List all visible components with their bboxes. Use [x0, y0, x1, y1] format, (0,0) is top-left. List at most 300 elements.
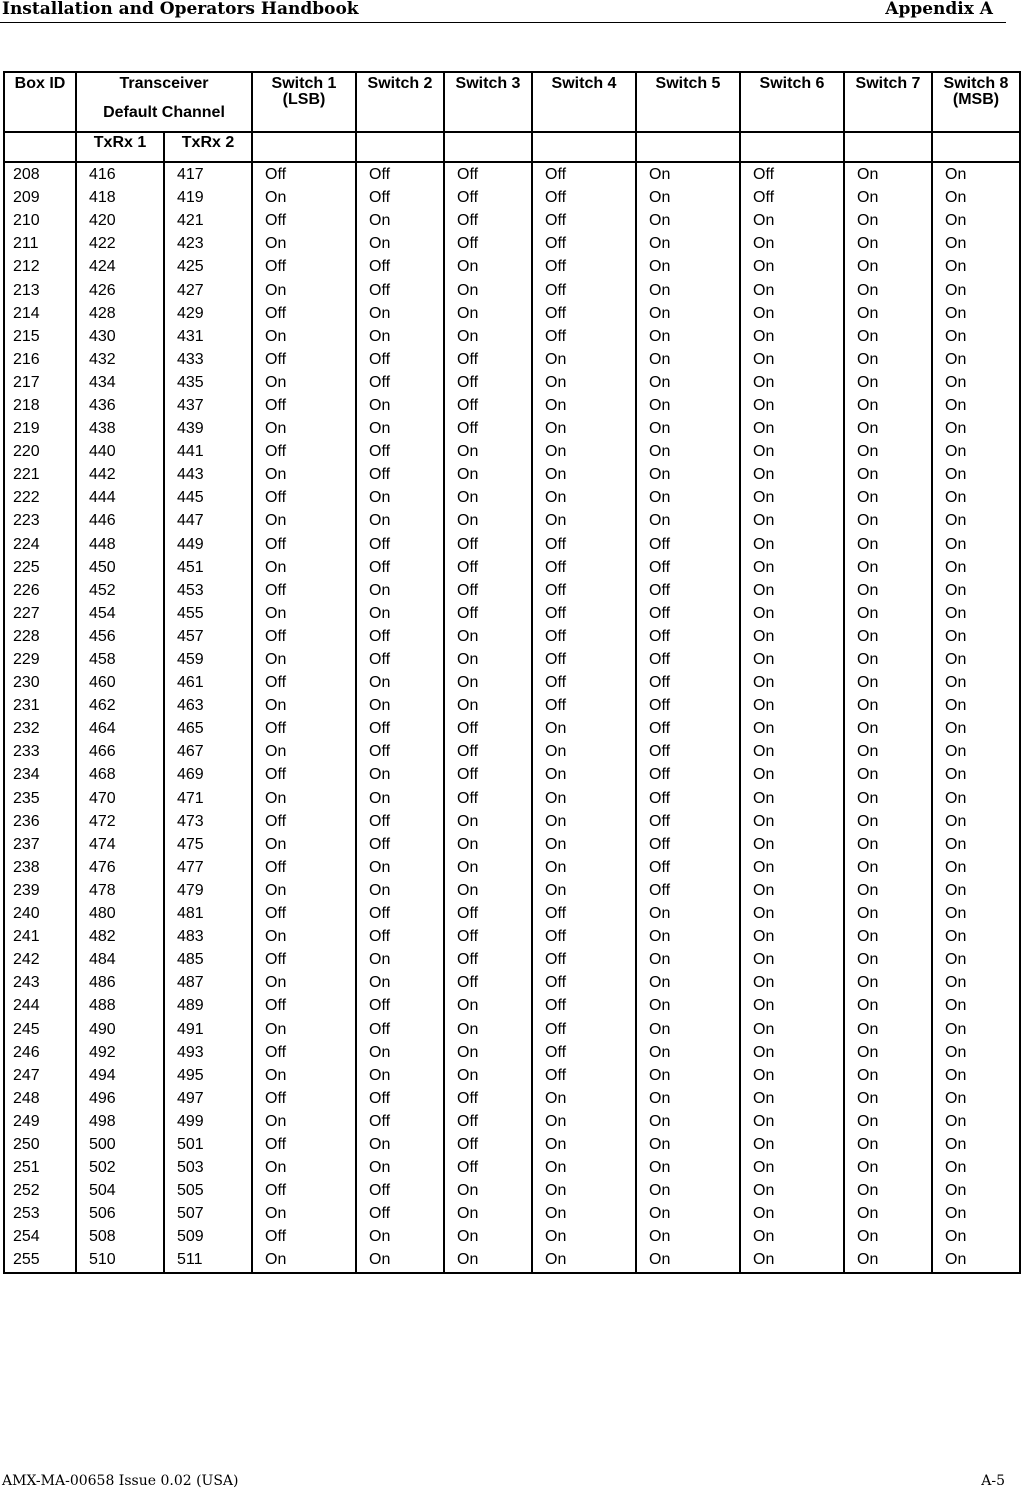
table-row — [4, 717, 1020, 740]
switch-3-cell: Off — [444, 232, 532, 255]
txrx1-cell: 482 — [76, 925, 164, 948]
switch-8-cell: On — [932, 1248, 1020, 1272]
switch-7-cell: On — [844, 1064, 932, 1087]
switch-6-cell: On — [740, 602, 844, 625]
switch-2-cell: On — [356, 394, 444, 417]
txrx1-cell: 444 — [76, 486, 164, 509]
switch-5-cell: On — [636, 486, 740, 509]
col-header-box-id: Box ID — [4, 72, 76, 132]
col-subheader-empty — [252, 132, 356, 162]
txrx2-cell: 501 — [164, 1133, 252, 1156]
switch-8-cell: On — [932, 787, 1020, 810]
switch-3-cell: On — [444, 671, 532, 694]
txrx2-cell: 427 — [164, 278, 252, 301]
switch-1-cell: On — [252, 694, 356, 717]
switch-1-cell: Off — [252, 162, 356, 186]
switch-8-cell: On — [932, 763, 1020, 786]
switch-5-cell: Off — [636, 879, 740, 902]
switch-5-cell: On — [636, 1064, 740, 1087]
switch-2-cell: Off — [356, 463, 444, 486]
switch-2-cell: Off — [356, 1110, 444, 1133]
switch-1-cell: On — [252, 417, 356, 440]
switch-2-cell: On — [356, 1225, 444, 1248]
txrx1-cell: 420 — [76, 209, 164, 232]
switch-5-cell: On — [636, 278, 740, 301]
switch-7-cell: On — [844, 463, 932, 486]
txrx1-cell: 510 — [76, 1248, 164, 1272]
switch-6-cell: On — [740, 740, 844, 763]
switch-2-cell: Off — [356, 348, 444, 371]
switch-5-cell: On — [636, 325, 740, 348]
table-row — [4, 1202, 1020, 1225]
switch-3-cell: On — [444, 1017, 532, 1040]
switch-5-cell: On — [636, 162, 740, 186]
box-id-cell: 225 — [4, 556, 76, 579]
switch-8-cell: On — [932, 440, 1020, 463]
switch-5-cell: On — [636, 994, 740, 1017]
switch-6-cell: On — [740, 902, 844, 925]
header-row-primary — [4, 72, 1020, 132]
switch-8-cell: On — [932, 302, 1020, 325]
txrx2-cell: 485 — [164, 948, 252, 971]
switch-5-cell: On — [636, 255, 740, 278]
switch-7-cell: On — [844, 694, 932, 717]
table-row — [4, 994, 1020, 1017]
switch-1-cell: On — [252, 1017, 356, 1040]
switch-1-cell: Off — [252, 763, 356, 786]
table-row — [4, 648, 1020, 671]
switch-8-cell: On — [932, 1041, 1020, 1064]
switch-8-cell: On — [932, 1202, 1020, 1225]
switch-8-cell: On — [932, 162, 1020, 186]
table-row — [4, 232, 1020, 255]
switch-5-cell: On — [636, 417, 740, 440]
txrx1-cell: 452 — [76, 579, 164, 602]
txrx1-cell: 448 — [76, 533, 164, 556]
txrx1-cell: 426 — [76, 278, 164, 301]
switch-8-cell: On — [932, 417, 1020, 440]
header-rule — [0, 22, 1006, 23]
switch-2-cell: Off — [356, 533, 444, 556]
switch-6-cell: On — [740, 1064, 844, 1087]
running-header-section: Appendix A — [885, 0, 993, 19]
switch-5-cell: Off — [636, 579, 740, 602]
switch-5-cell: Off — [636, 625, 740, 648]
switch-4-cell: Off — [532, 232, 636, 255]
switch-8-cell: On — [932, 1017, 1020, 1040]
box-id-cell: 224 — [4, 533, 76, 556]
switch-2-cell: On — [356, 486, 444, 509]
switch-5-cell: Off — [636, 856, 740, 879]
txrx2-cell: 507 — [164, 1202, 252, 1225]
txrx1-cell: 436 — [76, 394, 164, 417]
switch-6-cell: On — [740, 486, 844, 509]
switch-5-cell: Off — [636, 740, 740, 763]
txrx1-cell: 440 — [76, 440, 164, 463]
txrx1-cell: 502 — [76, 1156, 164, 1179]
switch-4-cell: On — [532, 763, 636, 786]
switch-2-cell: Off — [356, 648, 444, 671]
switch-2-cell: On — [356, 1156, 444, 1179]
switch-2-cell: Off — [356, 1017, 444, 1040]
box-id-cell: 229 — [4, 648, 76, 671]
switch-3-cell: On — [444, 325, 532, 348]
switch-2-cell: On — [356, 325, 444, 348]
switch-1-cell: Off — [252, 1179, 356, 1202]
box-id-cell: 237 — [4, 833, 76, 856]
txrx2-cell: 423 — [164, 232, 252, 255]
box-id-cell: 228 — [4, 625, 76, 648]
txrx1-cell: 430 — [76, 325, 164, 348]
switch-7-cell: On — [844, 856, 932, 879]
switch-8-cell: On — [932, 1156, 1020, 1179]
switch-4-cell: On — [532, 463, 636, 486]
box-id-cell: 236 — [4, 810, 76, 833]
switch-3-cell: Off — [444, 1087, 532, 1110]
box-id-cell: 232 — [4, 717, 76, 740]
switch-6-cell: On — [740, 787, 844, 810]
switch-6-cell: On — [740, 255, 844, 278]
switch-6-cell: On — [740, 371, 844, 394]
switch-7-cell: On — [844, 1179, 932, 1202]
table-row — [4, 1179, 1020, 1202]
switch-4-cell: Off — [532, 948, 636, 971]
switch-5-cell: On — [636, 463, 740, 486]
col-header-switch-4: Switch 4 — [532, 72, 636, 132]
switch-1-cell: On — [252, 925, 356, 948]
switch-4-cell: Off — [532, 1064, 636, 1087]
switch-7-cell: On — [844, 1133, 932, 1156]
switch-3-cell: On — [444, 486, 532, 509]
switch-7-cell: On — [844, 1041, 932, 1064]
switch-3-cell: Off — [444, 186, 532, 209]
txrx2-cell: 417 — [164, 162, 252, 186]
switch-2-cell: Off — [356, 717, 444, 740]
txrx2-cell: 497 — [164, 1087, 252, 1110]
col-header-switch-1 — [252, 72, 356, 132]
table-row — [4, 740, 1020, 763]
txrx1-cell: 424 — [76, 255, 164, 278]
switch-3-cell: Off — [444, 348, 532, 371]
switch-7-cell: On — [844, 556, 932, 579]
switch-1-cell: On — [252, 1156, 356, 1179]
table-row — [4, 948, 1020, 971]
switch-5-cell: On — [636, 1225, 740, 1248]
switch-2-cell: On — [356, 1248, 444, 1272]
txrx2-cell: 483 — [164, 925, 252, 948]
box-id-cell: 240 — [4, 902, 76, 925]
switch-4-cell: On — [532, 1248, 636, 1272]
switch-1-cell: Off — [252, 994, 356, 1017]
switch-6-cell: On — [740, 856, 844, 879]
box-id-cell: 226 — [4, 579, 76, 602]
switch-5-cell: On — [636, 1017, 740, 1040]
switch-7-cell: On — [844, 717, 932, 740]
switch-3-cell: Off — [444, 394, 532, 417]
switch-6-cell: Off — [740, 186, 844, 209]
col-subheader-empty — [356, 132, 444, 162]
txrx2-cell: 481 — [164, 902, 252, 925]
table-row — [4, 209, 1020, 232]
txrx1-cell: 458 — [76, 648, 164, 671]
switch-4-cell: Off — [532, 255, 636, 278]
table-row — [4, 509, 1020, 532]
box-id-cell: 217 — [4, 371, 76, 394]
txrx1-cell: 418 — [76, 186, 164, 209]
switch-5-cell: On — [636, 1041, 740, 1064]
txrx2-cell: 511 — [164, 1248, 252, 1272]
switch-7-cell: On — [844, 1017, 932, 1040]
col-subheader-txrx-1: TxRx 1 — [76, 132, 164, 162]
switch-3-cell: Off — [444, 1133, 532, 1156]
txrx2-cell: 491 — [164, 1017, 252, 1040]
box-id-cell: 214 — [4, 302, 76, 325]
table-row — [4, 186, 1020, 209]
switch-4-cell: On — [532, 1202, 636, 1225]
txrx2-cell: 437 — [164, 394, 252, 417]
box-id-cell: 246 — [4, 1041, 76, 1064]
switch-8-cell: On — [932, 1110, 1020, 1133]
switch-4-cell: On — [532, 879, 636, 902]
switch-5-cell: On — [636, 394, 740, 417]
txrx2-cell: 445 — [164, 486, 252, 509]
switch-3-cell: On — [444, 833, 532, 856]
table-row — [4, 302, 1020, 325]
switch-3-cell: On — [444, 1041, 532, 1064]
box-id-cell: 223 — [4, 509, 76, 532]
switch-7-cell: On — [844, 763, 932, 786]
switch-3-cell: On — [444, 856, 532, 879]
switch-6-cell: On — [740, 1133, 844, 1156]
txrx2-cell: 429 — [164, 302, 252, 325]
txrx1-cell: 442 — [76, 463, 164, 486]
switch-settings-table — [3, 71, 1021, 1274]
box-id-cell: 220 — [4, 440, 76, 463]
switch-2-cell: Off — [356, 186, 444, 209]
txrx1-cell: 456 — [76, 625, 164, 648]
switch-1-cell: On — [252, 971, 356, 994]
switch-6-cell: On — [740, 1156, 844, 1179]
txrx2-cell: 509 — [164, 1225, 252, 1248]
switch-7-cell: On — [844, 579, 932, 602]
switch-3-cell: On — [444, 1225, 532, 1248]
txrx1-cell: 454 — [76, 602, 164, 625]
switch-4-cell: On — [532, 440, 636, 463]
switch-4-cell: Off — [532, 648, 636, 671]
switch-2-cell: Off — [356, 925, 444, 948]
switch-5-cell: On — [636, 209, 740, 232]
switch-8-cell: On — [932, 1064, 1020, 1087]
switch-8-cell: On — [932, 209, 1020, 232]
switch-4-cell: On — [532, 717, 636, 740]
table-row — [4, 417, 1020, 440]
txrx1-cell: 438 — [76, 417, 164, 440]
switch-8-cell: On — [932, 509, 1020, 532]
switch-8-cell: On — [932, 948, 1020, 971]
box-id-cell: 234 — [4, 763, 76, 786]
switch-7-cell: On — [844, 1110, 932, 1133]
txrx2-cell: 441 — [164, 440, 252, 463]
switch-3-cell: Off — [444, 371, 532, 394]
switch-7-cell: On — [844, 278, 932, 301]
col-header-switch-8 — [932, 72, 1020, 132]
switch-4-cell: Off — [532, 902, 636, 925]
switch-7-cell: On — [844, 1087, 932, 1110]
txrx1-cell: 464 — [76, 717, 164, 740]
box-id-cell: 247 — [4, 1064, 76, 1087]
switch-7-cell: On — [844, 648, 932, 671]
switch-4-cell: Off — [532, 694, 636, 717]
txrx1-cell: 462 — [76, 694, 164, 717]
txrx2-cell: 457 — [164, 625, 252, 648]
txrx1-cell: 486 — [76, 971, 164, 994]
switch-4-cell: Off — [532, 625, 636, 648]
col-header-switch-1-label: Switch 1 — [271, 75, 337, 92]
txrx2-cell: 419 — [164, 186, 252, 209]
switch-7-cell: On — [844, 787, 932, 810]
txrx2-cell: 465 — [164, 717, 252, 740]
switch-4-cell: Off — [532, 1017, 636, 1040]
switch-8-cell: On — [932, 671, 1020, 694]
switch-1-cell: Off — [252, 255, 356, 278]
table-row — [4, 486, 1020, 509]
switch-1-cell: Off — [252, 1225, 356, 1248]
box-id-cell: 238 — [4, 856, 76, 879]
box-id-cell: 252 — [4, 1179, 76, 1202]
switch-5-cell: On — [636, 302, 740, 325]
switch-7-cell: On — [844, 1248, 932, 1272]
switch-1-cell: On — [252, 556, 356, 579]
box-id-cell: 227 — [4, 602, 76, 625]
txrx2-cell: 433 — [164, 348, 252, 371]
switch-3-cell: Off — [444, 162, 532, 186]
txrx2-cell: 473 — [164, 810, 252, 833]
table-row — [4, 1064, 1020, 1087]
switch-8-cell: On — [932, 625, 1020, 648]
switch-7-cell: On — [844, 209, 932, 232]
switch-8-cell: On — [932, 902, 1020, 925]
switch-8-cell: On — [932, 486, 1020, 509]
switch-2-cell: On — [356, 1064, 444, 1087]
switch-8-cell: On — [932, 1225, 1020, 1248]
table-row — [4, 1248, 1020, 1272]
switch-4-cell: Off — [532, 186, 636, 209]
txrx2-cell: 443 — [164, 463, 252, 486]
txrx2-cell: 449 — [164, 533, 252, 556]
switch-5-cell: Off — [636, 602, 740, 625]
footer-document-id: AMX-MA-00658 Issue 0.02 (USA) — [2, 1473, 239, 1489]
txrx2-cell: 471 — [164, 787, 252, 810]
switch-1-cell: On — [252, 325, 356, 348]
switch-7-cell: On — [844, 740, 932, 763]
switch-5-cell: Off — [636, 787, 740, 810]
col-header-transceiver-title: Transceiver — [119, 75, 209, 92]
switch-2-cell: Off — [356, 810, 444, 833]
switch-2-cell: On — [356, 509, 444, 532]
switch-2-cell: Off — [356, 902, 444, 925]
switch-2-cell: On — [356, 856, 444, 879]
switch-1-cell: Off — [252, 856, 356, 879]
switch-1-cell: Off — [252, 902, 356, 925]
switch-2-cell: On — [356, 763, 444, 786]
box-id-cell: 255 — [4, 1248, 76, 1272]
table-row — [4, 1225, 1020, 1248]
switch-4-cell: Off — [532, 325, 636, 348]
table-row — [4, 1041, 1020, 1064]
switch-1-cell: Off — [252, 1041, 356, 1064]
box-id-cell: 254 — [4, 1225, 76, 1248]
txrx2-cell: 461 — [164, 671, 252, 694]
switch-2-cell: Off — [356, 371, 444, 394]
switch-6-cell: On — [740, 1248, 844, 1272]
switch-3-cell: Off — [444, 787, 532, 810]
box-id-cell: 253 — [4, 1202, 76, 1225]
switch-7-cell: On — [844, 302, 932, 325]
switch-1-cell: On — [252, 648, 356, 671]
switch-3-cell: On — [444, 694, 532, 717]
box-id-cell: 218 — [4, 394, 76, 417]
switch-3-cell: Off — [444, 579, 532, 602]
switch-5-cell: On — [636, 1179, 740, 1202]
table-row — [4, 533, 1020, 556]
switch-3-cell: On — [444, 1179, 532, 1202]
switch-4-cell: Off — [532, 579, 636, 602]
box-id-cell: 245 — [4, 1017, 76, 1040]
switch-1-cell: On — [252, 278, 356, 301]
switch-7-cell: On — [844, 1202, 932, 1225]
switch-1-cell: On — [252, 1064, 356, 1087]
switch-6-cell: On — [740, 278, 844, 301]
switch-3-cell: Off — [444, 902, 532, 925]
switch-2-cell: On — [356, 948, 444, 971]
txrx1-cell: 416 — [76, 162, 164, 186]
table-row — [4, 579, 1020, 602]
switch-6-cell: On — [740, 648, 844, 671]
txrx2-cell: 489 — [164, 994, 252, 1017]
switch-1-cell: On — [252, 602, 356, 625]
switch-5-cell: On — [636, 186, 740, 209]
switch-5-cell: Off — [636, 648, 740, 671]
switch-2-cell: On — [356, 1041, 444, 1064]
switch-4-cell: Off — [532, 302, 636, 325]
switch-1-cell: On — [252, 740, 356, 763]
col-header-switch-1-lsb: (LSB) — [282, 91, 326, 108]
switch-3-cell: Off — [444, 417, 532, 440]
switch-7-cell: On — [844, 394, 932, 417]
switch-1-cell: On — [252, 232, 356, 255]
switch-4-cell: On — [532, 1179, 636, 1202]
switch-8-cell: On — [932, 717, 1020, 740]
txrx1-cell: 500 — [76, 1133, 164, 1156]
box-id-cell: 244 — [4, 994, 76, 1017]
box-id-cell: 219 — [4, 417, 76, 440]
switch-3-cell: On — [444, 278, 532, 301]
switch-3-cell: On — [444, 509, 532, 532]
switch-3-cell: Off — [444, 925, 532, 948]
switch-6-cell: On — [740, 556, 844, 579]
switch-7-cell: On — [844, 162, 932, 186]
switch-8-cell: On — [932, 879, 1020, 902]
switch-8-cell: On — [932, 463, 1020, 486]
switch-4-cell: On — [532, 740, 636, 763]
switch-7-cell: On — [844, 971, 932, 994]
switch-5-cell: On — [636, 971, 740, 994]
col-header-transceiver — [76, 72, 252, 132]
txrx1-cell: 480 — [76, 902, 164, 925]
txrx2-cell: 463 — [164, 694, 252, 717]
switch-6-cell: On — [740, 971, 844, 994]
txrx2-cell: 467 — [164, 740, 252, 763]
